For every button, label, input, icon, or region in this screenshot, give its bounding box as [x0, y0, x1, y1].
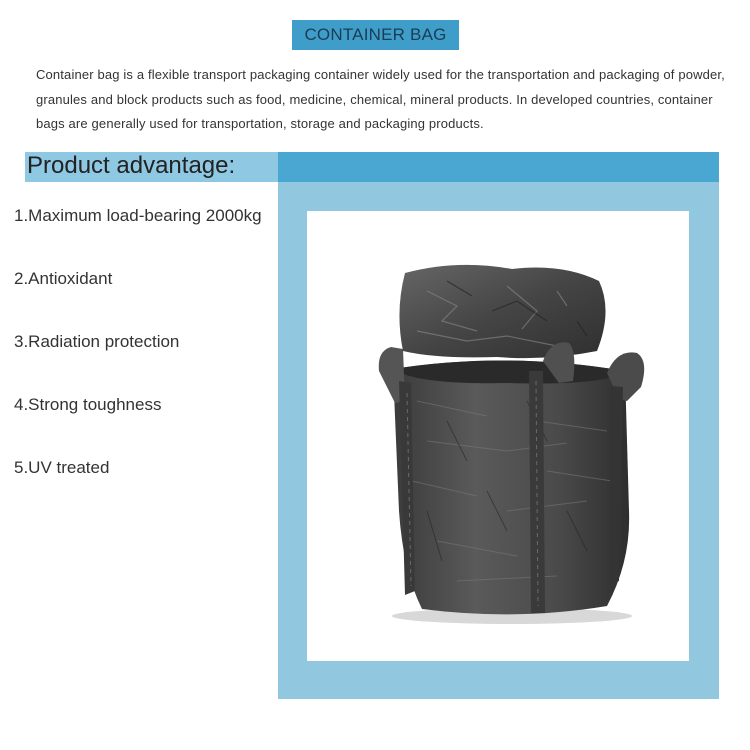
feature-item-toughness: 4.Strong toughness	[14, 395, 162, 414]
page-title: CONTAINER BAG	[292, 20, 459, 50]
photo-frame	[278, 182, 719, 699]
feature-item-load: 1.Maximum load-bearing 2000kg	[14, 206, 262, 225]
container-bag-photo	[307, 211, 689, 661]
feature-item-antioxidant: 2.Antioxidant	[14, 269, 113, 288]
intro-paragraph: Container bag is a flexible transport packaging container widely used for the transportation and packaging of powder, granules and block products such as food, medicine, chemical, mineral products. In developed countries, container bags are generally used for transportation, storage and packaging products.	[36, 67, 725, 131]
bag-spout	[399, 265, 605, 358]
feature-item-uv: 5.UV treated	[14, 458, 110, 477]
bag-strap-center	[529, 371, 545, 613]
photo-panel	[307, 211, 689, 661]
advantage-bar-dark	[278, 152, 719, 182]
advantage-heading: Product advantage:	[27, 152, 236, 179]
bag-body	[393, 360, 629, 614]
feature-item-radiation: 3.Radiation protection	[14, 332, 180, 351]
